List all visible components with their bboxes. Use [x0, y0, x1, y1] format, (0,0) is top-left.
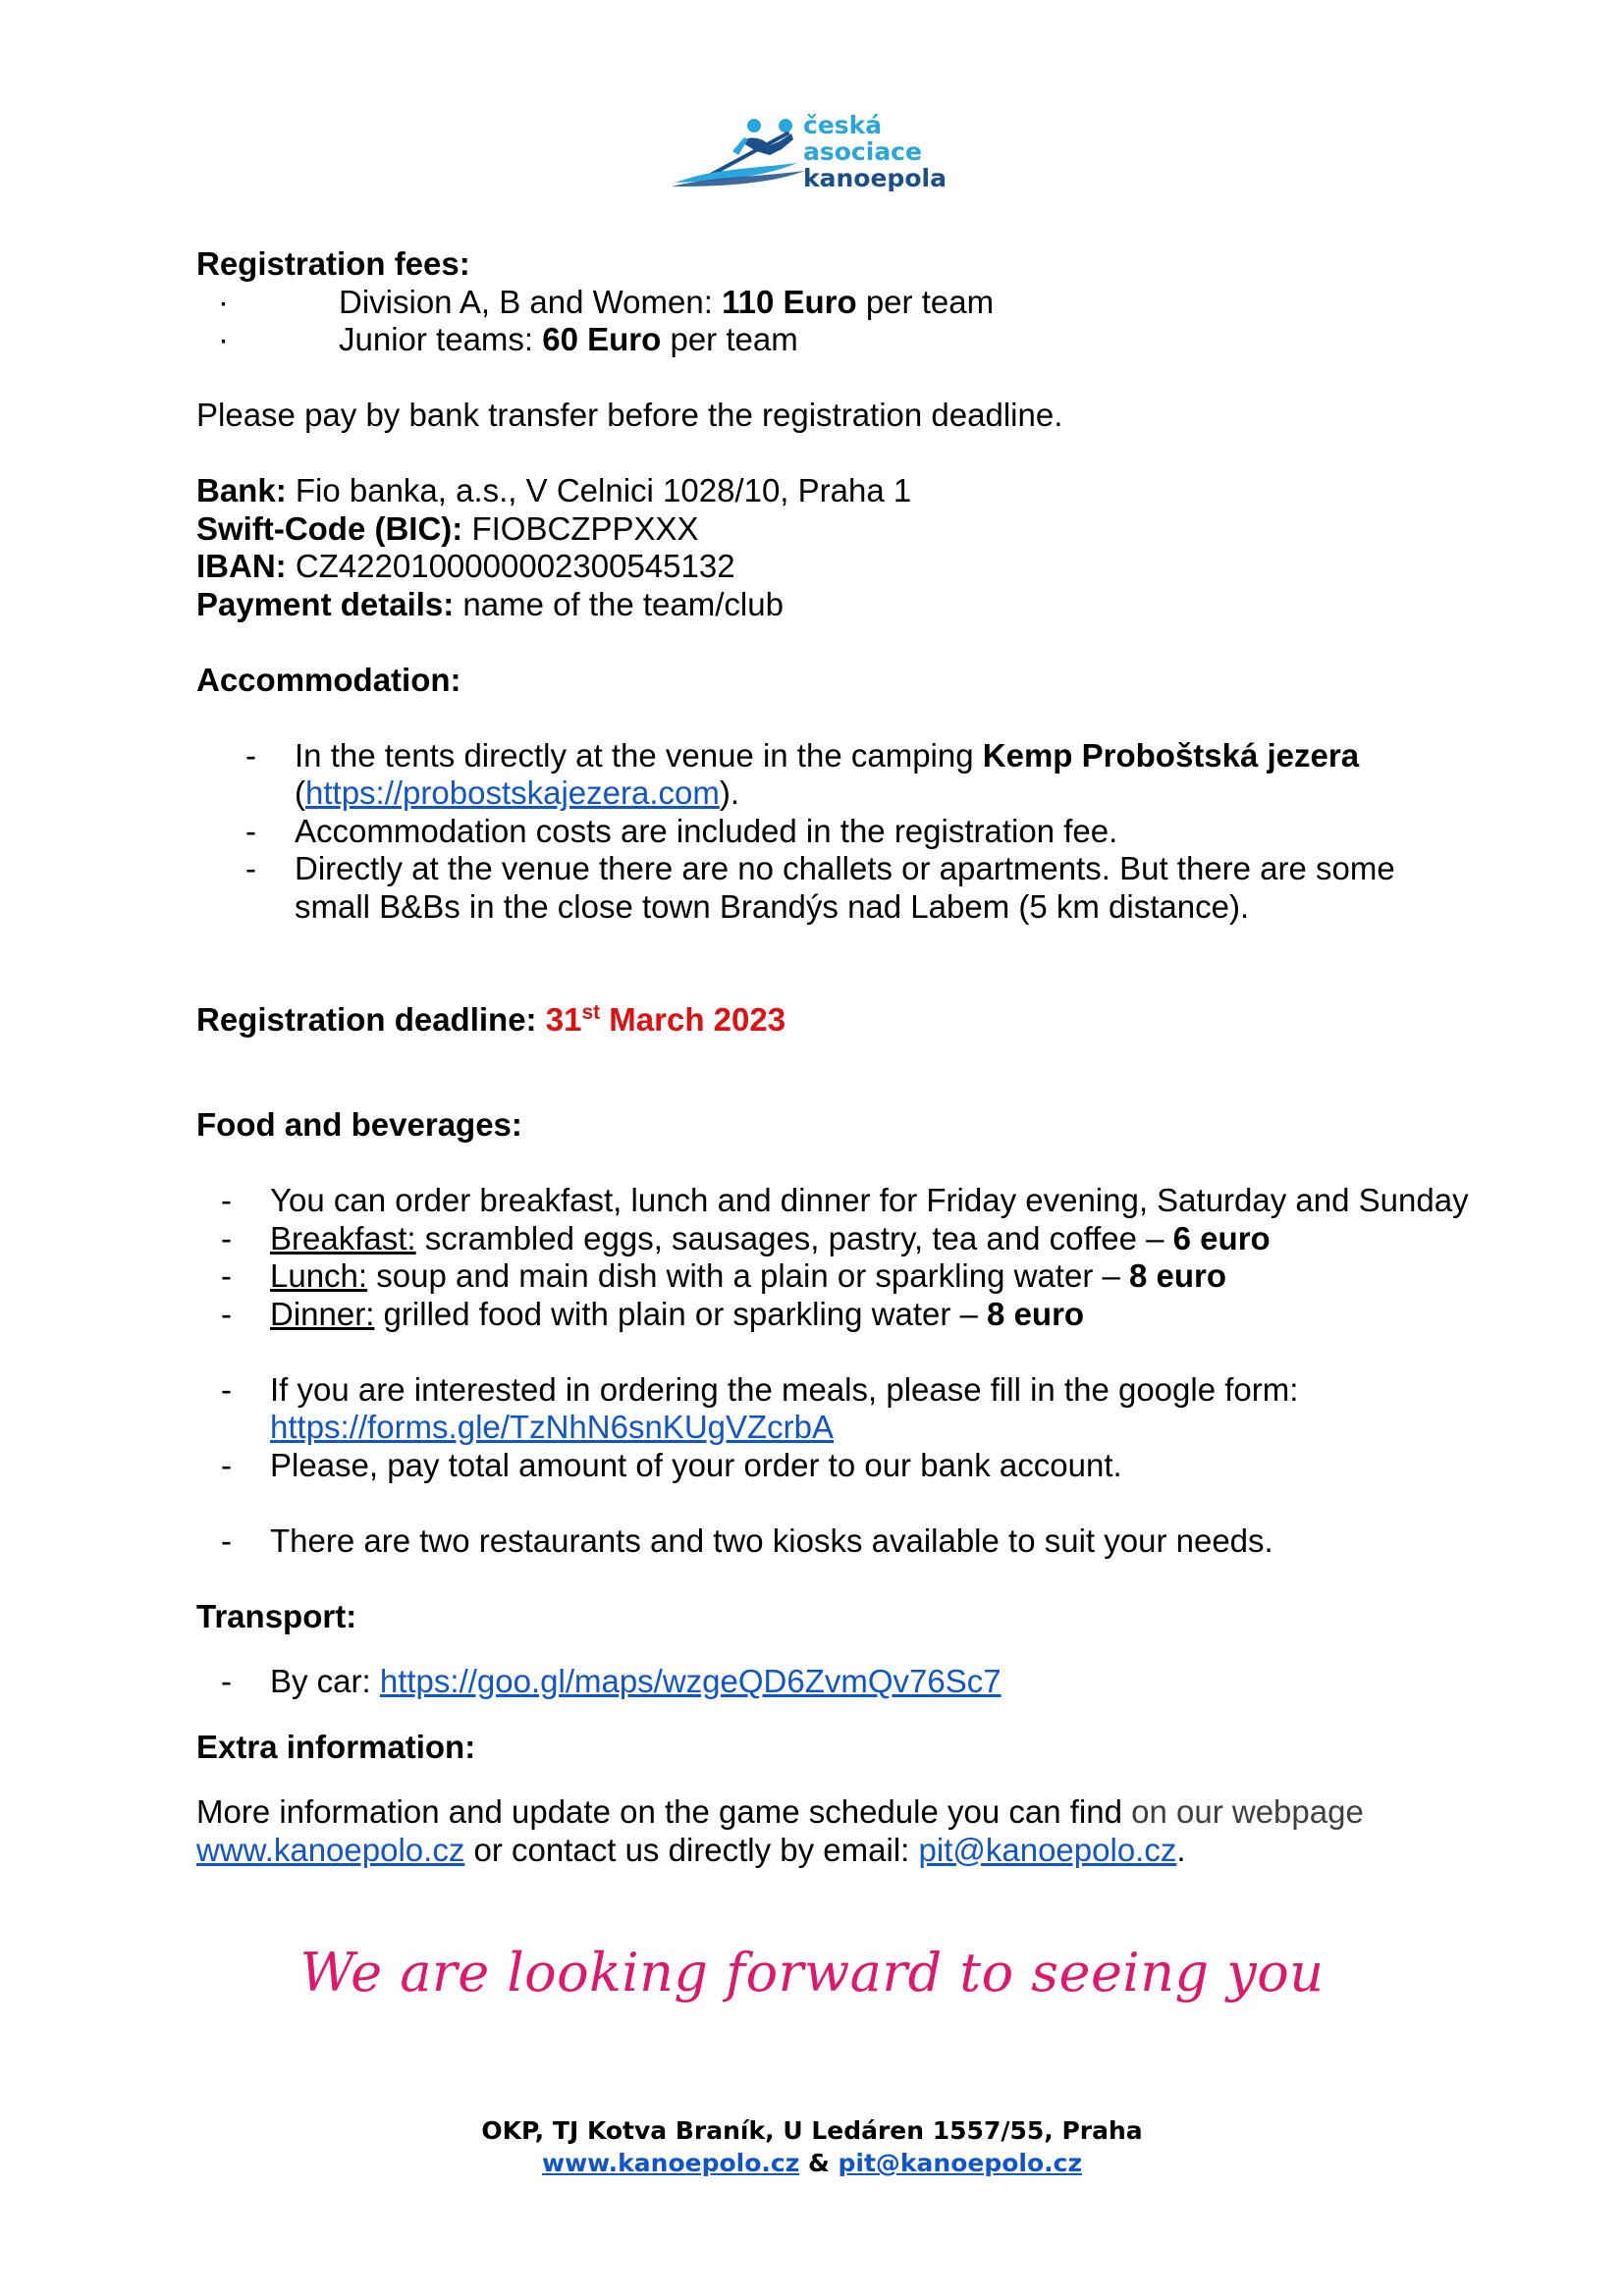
lunch-price: 8 euro: [1129, 1257, 1227, 1294]
food-item-restaurants: - There are two restaurants and two kiosks available to suit your needs.: [221, 1522, 1273, 1559]
payment-details-line: Payment details: name of the team/club: [196, 585, 784, 622]
logo-wordmark: [803, 112, 947, 191]
fees-heading: Registration fees:: [196, 245, 470, 282]
logo-line-3: kanoepola: [803, 164, 947, 192]
food-item-pay: - Please, pay total amount of your order to our bank account.: [221, 1446, 1122, 1483]
food-heading: Food and beverages:: [196, 1106, 522, 1143]
accommodation-item: - Accommodation costs are included in the registration fee.: [245, 812, 1118, 849]
deadline-day: 31: [545, 1001, 582, 1038]
footer-email-link[interactable]: pit@kanoepolo.cz: [838, 2149, 1083, 2177]
accommodation-heading: Accommodation:: [196, 661, 461, 698]
fee-amount: 110 Euro: [722, 283, 857, 320]
swift-line: Swift-Code (BIC): FIOBCZPPXXX: [196, 509, 699, 547]
dinner-price: 8 euro: [987, 1295, 1085, 1332]
transport-item: - By car: https://goo.gl/maps/wzgeQD6ZvmQv76Sc7: [221, 1663, 1001, 1699]
fee-label: Division A, B and Women:: [339, 283, 723, 320]
transport-heading: Transport:: [196, 1597, 357, 1634]
iban-line: IBAN: CZ4220100000002300545132: [196, 548, 735, 584]
bullet-marker: ·: [218, 283, 229, 320]
camp-website-link[interactable]: https://probostskajezera.com: [305, 774, 720, 811]
footer-website-link[interactable]: www.kanoepolo.cz: [541, 2149, 800, 2177]
extra-heading: Extra information:: [196, 1728, 476, 1765]
fee-amount: 60 Euro: [542, 321, 662, 357]
footer-links: www.kanoepolo.cz & pit@kanoepolo.cz: [541, 2149, 1083, 2177]
association-logo: [672, 112, 966, 190]
dash-marker: -: [245, 736, 256, 774]
document-body: [196, 245, 1473, 1869]
fee-label: Junior teams:: [339, 321, 543, 357]
bullet-marker: ·: [218, 321, 229, 357]
fee-item-division: [196, 284, 1473, 322]
logo-line-1: česká: [803, 111, 883, 139]
email-link[interactable]: pit@kanoepolo.cz: [918, 1831, 1177, 1868]
accommodation-item: - In the tents directly at the venue in the camping Kemp Proboštská jezera (https://probostskajezera.com).: [196, 737, 1473, 813]
closing-message: We are looking forward to seeing you: [299, 1942, 1325, 2003]
food-item-dinner: - Dinner: grilled food with plain or sparkling water – 8 euro: [221, 1295, 1085, 1332]
kayaker-icon: [672, 112, 809, 190]
payment-note: Please pay by bank transfer before the registration deadline.: [196, 397, 1063, 433]
extra-text: More information and update on the game schedule you can find on our webpage www.kanoepolo.cz or contact us directly by email: pit@kanoepolo.cz.: [196, 1793, 1364, 1868]
maps-link[interactable]: https://goo.gl/maps/wzgeQD6ZvmQv76Sc7: [379, 1663, 1001, 1699]
deadline-date: March 2023: [600, 1001, 786, 1038]
fee-unit: per team: [856, 283, 995, 320]
registration-deadline: Registration deadline: 31st March 2023: [196, 1001, 786, 1038]
accommodation-item: - Directly at the venue there are no challets or apartments. But there are some small B&Bs in the close town Brandýs nad Labem (5 km distance).: [245, 850, 1395, 925]
food-item-form: - If you are interested in ordering the meals, please fill in the google form: https://forms.gle/TzNhN6snKUgVZcrbA: [221, 1370, 1299, 1445]
footer: [0, 2114, 1624, 2179]
food-item-breakfast: - Breakfast: scrambled eggs, sausages, pastry, tea and coffee – 6 euro: [221, 1219, 1271, 1256]
google-form-link[interactable]: https://forms.gle/TzNhN6snKUgVZcrbA: [270, 1409, 835, 1445]
food-item: - You can order breakfast, lunch and dinner for Friday evening, Saturday and Sunday: [221, 1182, 1469, 1218]
breakfast-price: 6 euro: [1172, 1219, 1271, 1256]
logo-line-2: asociace: [803, 137, 922, 166]
fee-item-junior: [196, 321, 1473, 359]
website-link[interactable]: www.kanoepolo.cz: [196, 1831, 465, 1868]
fee-unit: per team: [661, 321, 798, 357]
food-item-lunch: - Lunch: soup and main dish with a plain or sparkling water – 8 euro: [221, 1257, 1227, 1294]
footer-address: OKP, TJ Kotva Braník, U Ledáren 1557/55, Praha: [481, 2116, 1143, 2145]
bank-line: Bank: Fio banka, a.s., V Celnici 1028/10, Praha 1: [196, 472, 912, 508]
camp-name: Kemp Proboštská jezera: [982, 736, 1360, 774]
